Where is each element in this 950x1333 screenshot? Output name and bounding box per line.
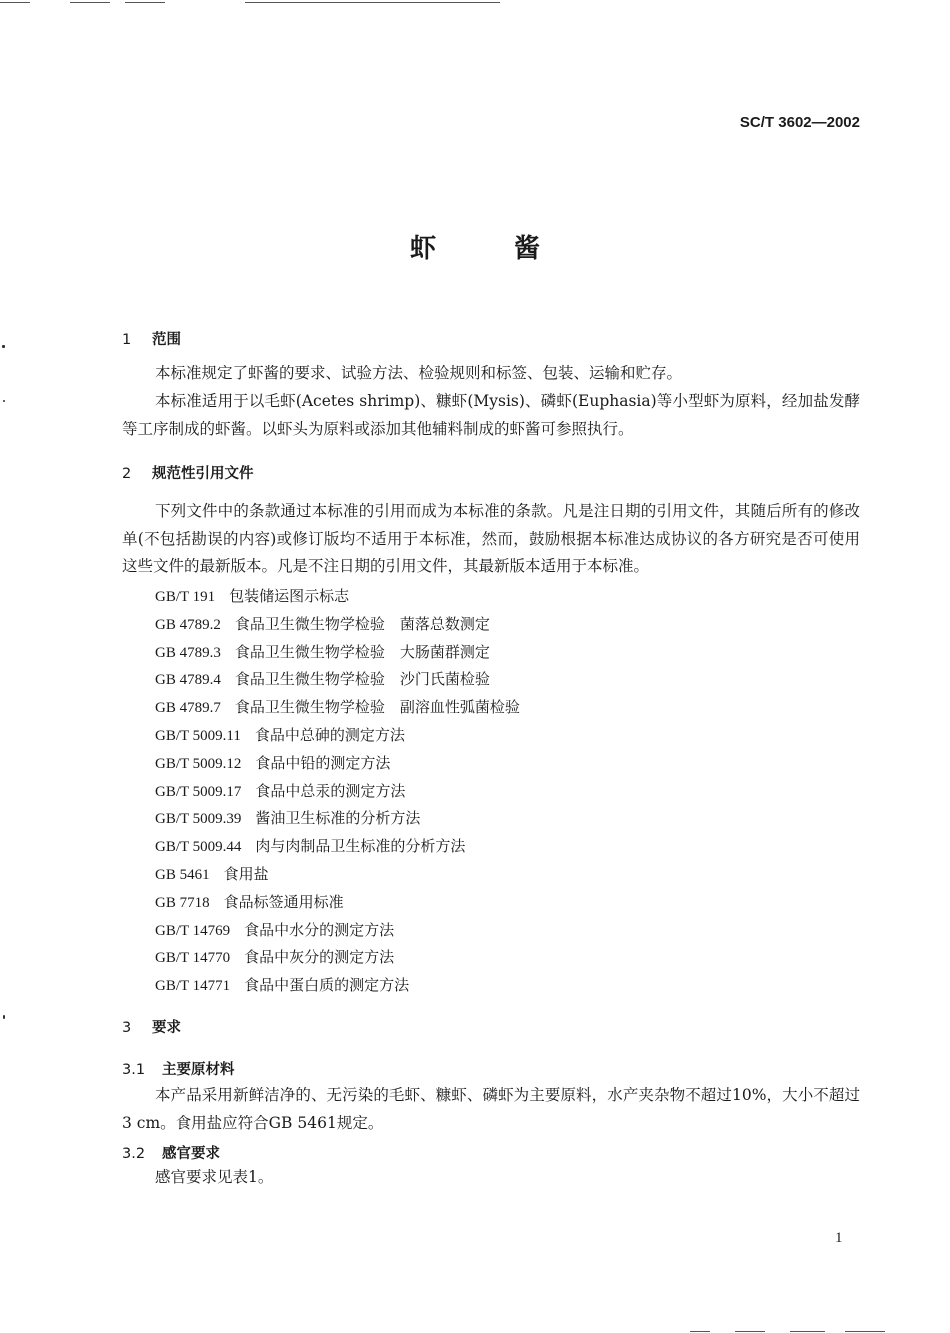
section-3-1-paragraph: 本产品采用新鲜洁净的、无污染的毛虾、糠虾、磷虾为主要原料，水产夹杂物不超过10%，大小不超过3 cm。食用盐应符合GB 5461规定。 <box>122 1086 860 1132</box>
section-title: 主要原材料 <box>162 1062 235 1078</box>
section-title: 要求 <box>152 1020 181 1036</box>
reference-list <box>155 583 520 1000</box>
reference-code: GB/T 191 <box>155 589 216 605</box>
scan-artifact <box>735 1331 765 1332</box>
reference-title: 食品中总汞的测定方法 <box>255 781 406 800</box>
reference-code: GB/T 5009.12 <box>155 755 242 772</box>
section-title: 感官要求 <box>162 1146 220 1162</box>
scan-artifact <box>2 345 5 348</box>
reference-title: 食品卫生微生物学检验 大肠菌群测定 <box>234 642 490 661</box>
reference-title: 食品中水分的测定方法 <box>244 920 395 939</box>
reference-item <box>155 778 520 806</box>
scan-artifact <box>0 2 30 3</box>
reference-item <box>155 666 520 694</box>
reference-item <box>155 861 520 889</box>
reference-title: 食品标签通用标准 <box>223 892 344 911</box>
scan-artifact <box>690 1331 710 1332</box>
scan-artifact <box>790 1331 825 1332</box>
reference-code: GB 7718 <box>155 894 210 911</box>
title-char-2: 酱 <box>514 234 541 264</box>
section-number: 1 <box>122 332 132 348</box>
standard-code: SC/T 3602—2002 <box>739 114 860 131</box>
reference-item <box>155 639 520 667</box>
reference-title: 食品卫生微生物学检验 副溶血性弧菌检验 <box>234 698 520 717</box>
reference-title: 食品卫生微生物学检验 菌落总数测定 <box>234 614 490 633</box>
reference-code: GB/T 5009.39 <box>155 811 242 828</box>
reference-title: 食品中总砷的测定方法 <box>254 725 405 744</box>
reference-item <box>155 611 520 639</box>
reference-title: 食品中铅的测定方法 <box>255 753 391 772</box>
reference-item <box>155 722 520 750</box>
reference-title: 酱油卫生标准的分析方法 <box>255 809 421 828</box>
reference-item <box>155 917 520 945</box>
scan-artifact <box>845 1331 885 1332</box>
title-char-1: 虾 <box>409 234 436 264</box>
reference-code: GB/T 14770 <box>155 950 231 967</box>
document-title <box>0 228 950 265</box>
reference-title: 食品中灰分的测定方法 <box>244 948 395 967</box>
reference-code: GB/T 5009.11 <box>155 727 241 744</box>
section-2-intro: 下列文件中的条款通过本标准的引用而成为本标准的条款。凡是注日期的引用文件，其随后所有的修改单(不包括勘误的内容)或修订版均不适用于本标准，然而，鼓励根据本标准达成协议的各方研究是否可使用这些文件的最新版本。凡是不注日期的引用文件，其最新版本适用于本标准。 <box>122 502 860 575</box>
reference-code: GB 4789.3 <box>155 644 221 661</box>
section-1-paragraph-1: 本标准规定了虾酱的要求、试验方法、检验规则和标签、包装、运输和贮存。 <box>155 364 683 382</box>
reference-item <box>155 750 520 778</box>
section-title: 规范性引用文件 <box>152 466 254 482</box>
reference-code: GB/T 14771 <box>155 978 231 995</box>
reference-item <box>155 583 520 611</box>
scan-artifact <box>70 2 110 3</box>
section-3-2-heading <box>122 1142 220 1163</box>
reference-title: 食品中蛋白质的测定方法 <box>244 976 410 995</box>
section-1-paragraph-2: 本标准适用于以毛虾(Acetes shrimp)、糠虾(Mysis)、磷虾(Euphasia)等小型虾为原料，经加盐发酵等工序制成的虾酱。以虾头为原料或添加其他辅料制成的虾酱可参照执行。 <box>122 392 860 438</box>
page-number: 1 <box>835 1230 843 1246</box>
section-number: 3.2 <box>122 1146 146 1162</box>
section-3-heading <box>122 1016 181 1037</box>
section-number: 3.1 <box>122 1062 146 1078</box>
reference-code: GB 4789.2 <box>155 616 221 633</box>
reference-code: GB/T 14769 <box>155 922 231 939</box>
scan-artifact <box>3 1015 5 1019</box>
reference-item <box>155 944 520 972</box>
scan-artifact <box>245 2 500 3</box>
reference-item <box>155 833 520 861</box>
reference-item <box>155 889 520 917</box>
reference-item <box>155 972 520 1000</box>
reference-title: 肉与肉制品卫生标准的分析方法 <box>255 837 466 856</box>
section-1-heading <box>122 328 181 349</box>
reference-title: 食用盐 <box>223 864 269 883</box>
reference-code: GB 4789.4 <box>155 672 221 689</box>
section-title: 范围 <box>152 332 181 348</box>
section-3-2-paragraph: 感官要求见表1。 <box>155 1168 274 1186</box>
scan-artifact <box>3 400 5 402</box>
reference-code: GB/T 5009.17 <box>155 783 242 800</box>
section-number: 3 <box>122 1020 132 1036</box>
reference-title: 包装储运图示标志 <box>229 587 350 605</box>
reference-item <box>155 805 520 833</box>
reference-code: GB 4789.7 <box>155 700 221 717</box>
reference-code: GB/T 5009.44 <box>155 839 242 856</box>
reference-code: GB 5461 <box>155 866 210 883</box>
section-3-1-heading <box>122 1058 235 1079</box>
scan-artifact <box>125 2 165 3</box>
reference-item <box>155 694 520 722</box>
reference-title: 食品卫生微生物学检验 沙门氏菌检验 <box>234 670 490 689</box>
section-2-heading <box>122 462 254 483</box>
section-number: 2 <box>122 466 132 482</box>
